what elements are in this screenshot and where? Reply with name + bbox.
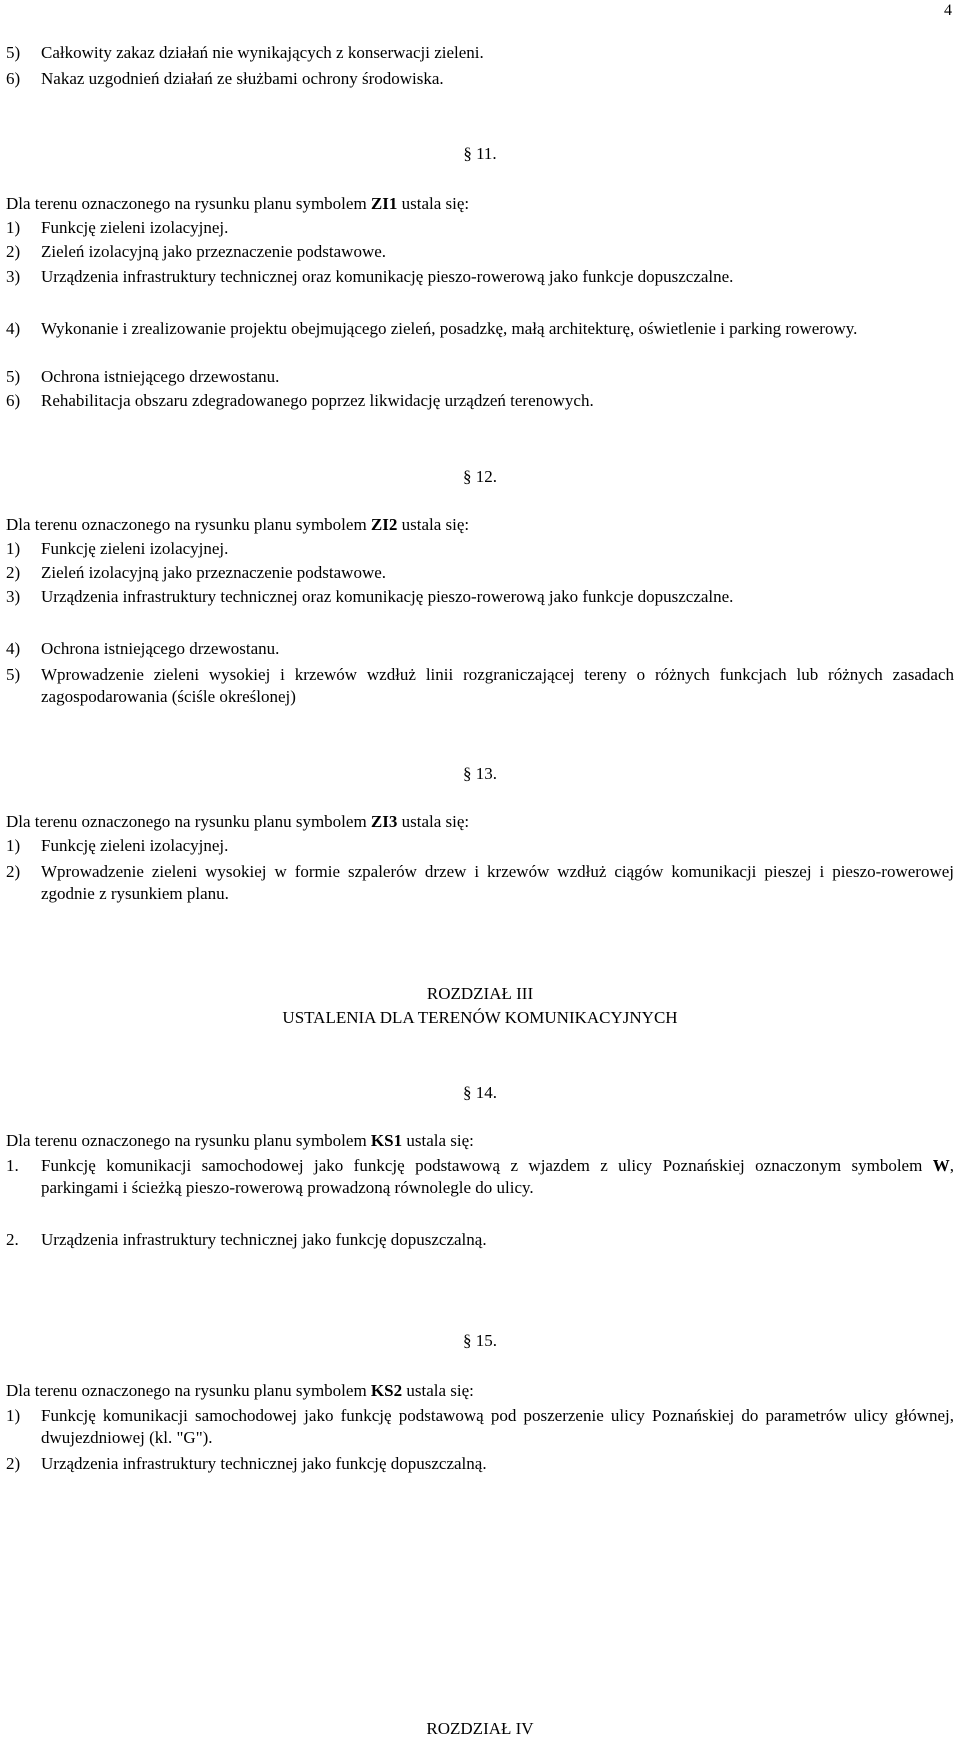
list-item [6,390,954,412]
item-number: 6) [6,69,21,88]
item-text: Zieleń izolacyjną jako przeznaczenie podstawowe. [41,563,387,582]
zone-symbol: ZI3 [370,812,398,831]
item-text: Wprowadzenie zieleni wysokiej i krzewów wzdłuż linii rozgraniczającej tereny o różnych funkcjach lub różnych zasadach zagospodarowania (ściśle określonej) [41,665,954,706]
section-intro: Dla terenu oznaczonego na rysunku planu symbolem KS2 ustala się: [6,1381,474,1400]
list-item [6,266,954,288]
item-text: Ochrona istniejącego drzewostanu. [41,367,280,386]
list-item [6,217,954,239]
item-text: Funkcję komunikacji samochodowej jako funkcję podstawową z wjazdem z ulicy Poznańskiej oznaczonym symbolem W, parkingami i ścieżką pieszo-rowerową prowadzoną równolegle do ulicy. [41,1156,954,1197]
chapter-subtitle: USTALENIA DLA TERENÓW KOMUNIKACYJNYCH [282,1008,678,1027]
item-text: Rehabilitacja obszaru zdegradowanego poprzez likwidację urządzeń terenowych. [41,391,594,410]
item-number: 2) [6,862,21,881]
list-item [6,638,954,660]
list-item [6,586,954,608]
item-text: Funkcję zieleni izolacyjnej. [41,539,229,558]
item-number: 5) [6,43,21,62]
item-text: Całkowity zakaz działań nie wynikających z konserwacji zieleni. [41,43,484,62]
item-number: 5) [6,665,21,684]
list-item [6,1405,954,1449]
item-text: Wprowadzenie zieleni wysokiej w formie szpalerów drzew i krzewów wzdłuż ciągów komunikacji pieszej i pieszo-rowerowej zgodnie z rysunkiem planu. [41,862,954,903]
item-number: 1) [6,836,21,855]
section-heading: § 12. [463,467,497,486]
zone-symbol: KS1 [370,1131,403,1150]
section-intro: Dla terenu oznaczonego na rysunku planu symbolem ZI1 ustala się: [6,194,470,213]
item-text: Urządzenia infrastruktury technicznej oraz komunikację pieszo-rowerową jako funkcje dopuszczalne. [41,267,734,286]
item-text: Wykonanie i zrealizowanie projektu obejmującego zieleń, posadzkę, małą architekturę, oświetlenie i parking rowerowy. [41,319,858,338]
list-item [6,835,954,857]
list-item [6,68,954,90]
section-intro: Dla terenu oznaczonego na rysunku planu symbolem ZI3 ustala się: [6,812,470,831]
zone-symbol: ZI1 [370,194,398,213]
item-number: 4) [6,639,21,658]
item-number: 1) [6,218,21,237]
item-text: Ochrona istniejącego drzewostanu. [41,639,280,658]
list-item [6,366,954,388]
item-text: Nakaz uzgodnień działań ze służbami ochrony środowiska. [41,69,444,88]
section-intro: Dla terenu oznaczonego na rysunku planu symbolem ZI2 ustala się: [6,515,470,534]
chapter-title: ROZDZIAŁ IV [426,1719,534,1738]
chapter-title: ROZDZIAŁ III [426,984,534,1003]
item-number: 2) [6,1454,21,1473]
list-item [6,42,954,64]
section-intro: Dla terenu oznaczonego na rysunku planu symbolem KS1 ustala się: [6,1131,474,1150]
list-item [6,318,954,340]
item-number: 4) [6,319,21,338]
item-number: 2. [6,1230,19,1249]
item-text: Funkcję komunikacji samochodowej jako funkcję podstawową pod poszerzenie ulicy Poznańskiej do parametrów ulicy głównej, dwujezdniowej (kl. "G"). [41,1406,954,1447]
list-item [6,562,954,584]
item-number: 2) [6,563,21,582]
list-item [6,664,954,708]
section-heading: § 15. [463,1331,497,1350]
item-text: Urządzenia infrastruktury technicznej jako funkcję dopuszczalną. [41,1230,487,1249]
zone-symbol: ZI2 [370,515,398,534]
section-heading: § 13. [463,764,497,783]
section-heading: § 11. [463,144,497,163]
item-number: 3) [6,587,21,606]
section-heading: § 14. [463,1083,497,1102]
list-item [6,1453,954,1475]
item-number: 1. [6,1156,19,1175]
item-number: 5) [6,367,21,386]
item-text: Funkcję zieleni izolacyjnej. [41,836,229,855]
page-number: 4 [944,2,952,19]
item-text: Zieleń izolacyjną jako przeznaczenie podstawowe. [41,242,387,261]
item-number: 1) [6,1406,21,1425]
list-item [6,538,954,560]
list-item [6,861,954,905]
list-item [6,1155,954,1199]
item-text: Urządzenia infrastruktury technicznej jako funkcję dopuszczalną. [41,1454,487,1473]
item-number: 2) [6,242,21,261]
item-text: Funkcję zieleni izolacyjnej. [41,218,229,237]
list-item [6,1229,954,1251]
zone-symbol: KS2 [370,1381,403,1400]
item-number: 1) [6,539,21,558]
item-number: 3) [6,267,21,286]
access-symbol: W [932,1156,950,1175]
item-text: Urządzenia infrastruktury technicznej oraz komunikację pieszo-rowerową jako funkcje dopuszczalne. [41,587,734,606]
item-number: 6) [6,391,21,410]
list-item [6,241,954,263]
